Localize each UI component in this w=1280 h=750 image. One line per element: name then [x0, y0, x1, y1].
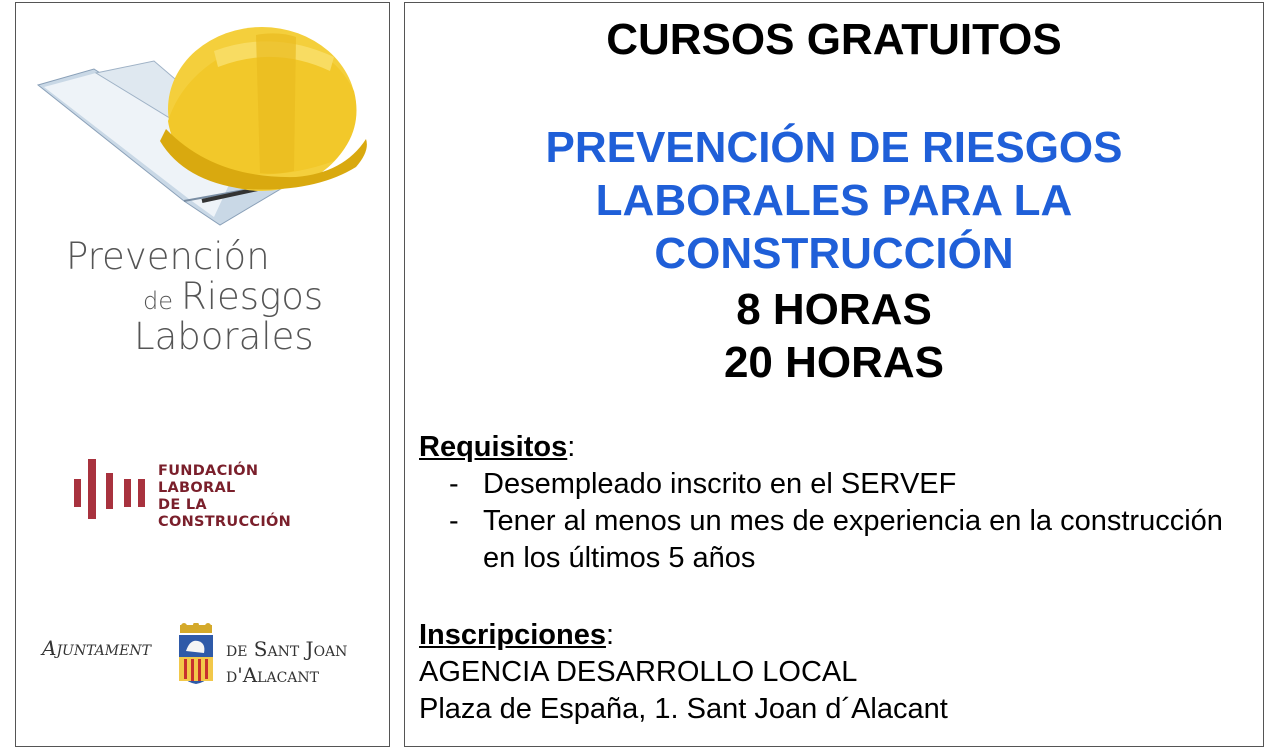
course-hours [405, 283, 1263, 389]
requirements-colon: : [567, 431, 576, 463]
fundacion-line2: LABORAL [158, 480, 236, 496]
registration-address: Plaza de España, 1. Sant Joan d´Alacant [419, 693, 948, 725]
prl-logo-line1: Prevención [66, 235, 270, 278]
list-dash: - [449, 468, 459, 500]
requirement-text: Desempleado inscrito en el SERVEF [483, 468, 957, 500]
ajuntament-right-text [226, 636, 347, 688]
sidebar-panel [15, 2, 390, 747]
ajuntament-left-text: Ajuntament [42, 636, 151, 660]
requirement-text: Tener al menos un mes de experiencia en la construcción en los últimos 5 años [483, 505, 1223, 574]
fundacion-laboral-logo [74, 457, 344, 530]
course-title-line2: LABORALES PARA LA [595, 176, 1073, 225]
prl-logo-line2 [143, 275, 323, 318]
course-title-line1: PREVENCIÓN DE RIESGOS [545, 123, 1123, 172]
course-title-line3: CONSTRUCCIÓN [654, 229, 1014, 278]
registration-office: AGENCIA DESARROLLO LOCAL [419, 656, 858, 688]
fundacion-line3: DE LA CONSTRUCCIÓN [158, 497, 292, 530]
ajuntament-logo [38, 621, 388, 691]
prl-logo-line2-prefix: de [143, 287, 173, 315]
requirements-list [419, 466, 1249, 577]
ajuntament-right-line2: d'Alacant [226, 663, 319, 687]
page-title: CURSOS GRATUITOS [606, 15, 1062, 64]
ajuntament-right-line1: de Sant Joan [226, 637, 348, 661]
fundacion-line1: FUNDACIÓN [158, 463, 259, 479]
prl-logo-line3: Laborales [134, 315, 314, 358]
fundacion-logo-text [158, 463, 344, 531]
registration-colon: : [605, 619, 615, 651]
registration-heading-row [419, 617, 1249, 654]
hours-option-8: 8 HORAS [736, 285, 932, 334]
requirements-heading: Requisitos [419, 431, 568, 463]
fundacion-bars-icon [74, 457, 154, 521]
helmet-and-book-illustration [34, 11, 374, 241]
prl-logo-line2-word: Riesgos [181, 275, 324, 318]
list-item [419, 503, 1249, 577]
requirements-heading-row [419, 429, 1249, 466]
requirements-section [419, 429, 1249, 577]
list-item [419, 466, 1249, 503]
main-panel [404, 2, 1264, 747]
course-title [405, 121, 1263, 280]
hours-option-20: 20 HORAS [723, 338, 945, 387]
coat-of-arms-icon [176, 623, 216, 685]
registration-heading: Inscripciones [419, 619, 606, 651]
registration-section [419, 617, 1249, 728]
list-dash: - [449, 505, 459, 537]
